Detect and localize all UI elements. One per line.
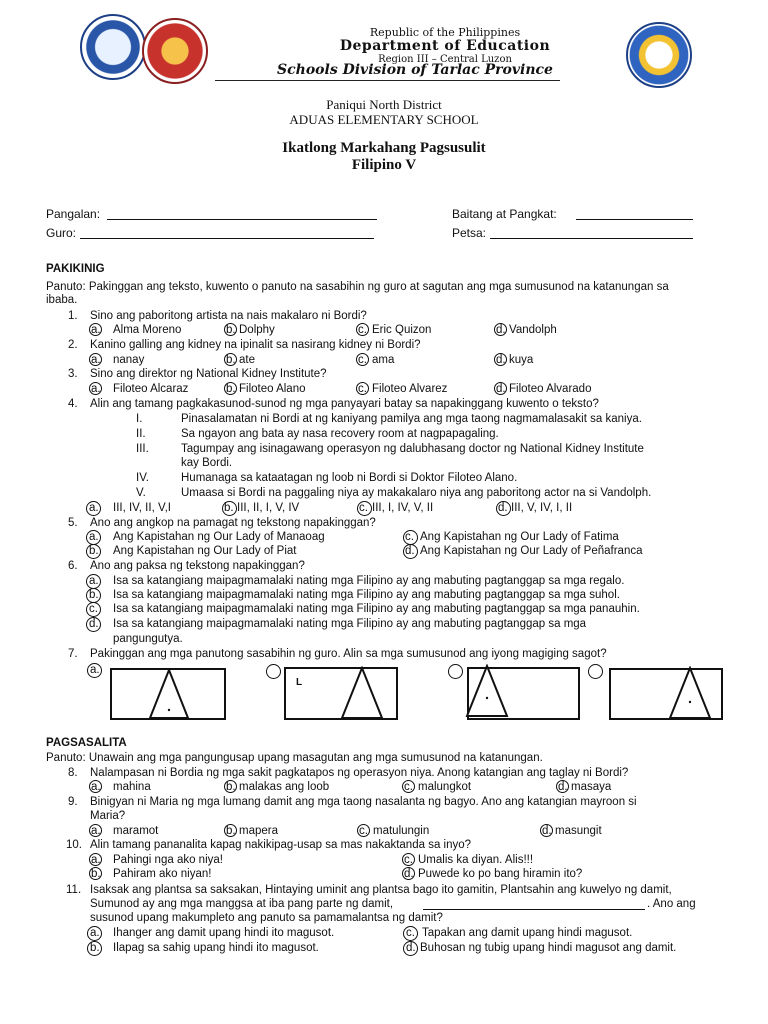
q9-b-letter: b. [226, 825, 236, 837]
q10-a-letter: a. [91, 854, 101, 866]
q1-c-letter: c. [358, 324, 367, 336]
q8-c-option: malungkot [418, 781, 472, 793]
header-division: Schools Division of Tarlac Province [277, 62, 553, 78]
q4-item-text: Humanaga sa kataatagan ng loob ni Bordi si Doktor Filoteo Alano. [181, 472, 518, 484]
q3-d-option: Filoteo Alvarado [509, 383, 592, 395]
q8-d-option: masaya [571, 781, 612, 793]
q2-b-option: ate [239, 354, 255, 366]
q6-c-letter: c. [89, 603, 98, 615]
panuto-pagsasalita: Panuto: Unawain ang mga pangungusap upang masagutan ang mga sumusunod na katanungan. [46, 752, 543, 764]
q11-number: 11. [66, 884, 82, 896]
q2-b-letter: b. [226, 354, 236, 366]
q4-item-text: Tagumpay ang isinagawang operasyon ng dalubhasang doctor ng National Kidney Institute [181, 443, 644, 455]
q1-d-letter: d. [496, 324, 506, 336]
q10-d-option: Puwede ko po bang hiramin ito? [418, 868, 583, 880]
baitang-field[interactable] [576, 219, 693, 220]
pangalan-field[interactable] [107, 219, 377, 220]
q9-c-option: matulungin [373, 825, 430, 837]
q10-number: 10. [66, 839, 82, 851]
q4-c-option: III, I, IV, V, II [372, 502, 434, 514]
q8-a-option: mahina [113, 781, 151, 793]
baitang-label: Baitang at Pangkat: [452, 207, 557, 221]
q4-item-text: Umaasa si Bordi na paggaling niya ay makakalaro niya ang paboritong actor na si Vandolph. [181, 487, 652, 499]
q3-b-letter: b. [226, 383, 236, 395]
q5-b-option: Ang Kapistahan ng Our Lady of Piat [113, 545, 297, 557]
q3-c-option: Filoteo Alvarez [372, 383, 448, 395]
header-republic: Republic of the Philippines [369, 26, 521, 39]
q2-c-option: ama [372, 354, 395, 366]
section-pagsasalita: PAGSASALITA [46, 737, 127, 749]
q3-d-letter: d. [496, 383, 506, 395]
q2-a-option: nanay [113, 354, 145, 366]
q8-d-letter: d. [558, 781, 568, 793]
q5-b-letter: b. [89, 545, 99, 557]
q10-d-letter: d. [404, 868, 414, 880]
petsa-field[interactable] [490, 238, 693, 239]
q8-a-letter: a. [91, 781, 101, 793]
q1-d-option: Vandolph [509, 324, 557, 336]
q4-text: Alin ang tamang pagkakasunod-sunod ng mga panyayari batay sa napakinggang kuwento o teksto? [90, 398, 599, 410]
q3-a-option: Filoteo Alcaraz [113, 383, 189, 395]
q11-b-option: Ilapag sa sahig upang hindi ito magusot. [113, 942, 319, 954]
q9-number: 9. [68, 796, 78, 808]
q11-text-cont: Sumunod ay ang mga manggsa at iba pang parte ng damit, [90, 898, 394, 910]
q3-a-letter: a. [91, 383, 101, 395]
q1-a-option: Alma Moreno [113, 324, 182, 336]
q7-a-triangle-icon [148, 668, 190, 720]
q11-d-option: Buhosan ng tubig upang hindi magusot ang damit. [420, 942, 677, 954]
q9-text: Binigyan ni Maria ng mga lumang damit ang mga taong nasalanta ng bagyo. Ano ang katangian mayroon si [90, 796, 637, 808]
q4-d-letter: d. [498, 502, 508, 514]
pangalan-label: Pangalan: [46, 207, 101, 221]
school-seal-icon [626, 22, 692, 88]
header-region: Region III – Central Luzon [378, 54, 512, 65]
q11-text: Isaksak ang plantsa sa saksakan, Hintaying uminit ang plantsa bago ito gamitin, Plantsahin ang kuwelyo ng damit, [90, 884, 672, 896]
q3-text: Sino ang direktor ng National Kidney Institute? [90, 368, 327, 380]
section-pakikinig: PAKIKINIG [46, 263, 105, 275]
q10-c-option: Umalis ka diyan. Alis!!! [418, 854, 534, 866]
q6-b-option: Isa sa katangiang maipagmamalaki nating mga Filipino ay ang mabuting pagtanggap sa mga suhol. [113, 589, 620, 601]
q3-b-option: Filoteo Alano [239, 383, 306, 395]
q2-d-letter: d. [496, 354, 506, 366]
q11-c-letter: c. [406, 927, 415, 939]
q8-c-letter: c. [404, 781, 413, 793]
q7-b-circle[interactable] [266, 664, 281, 679]
exam-title: Ikatlong Markahang Pagsusulit [282, 140, 486, 156]
q7-c-circle[interactable] [448, 664, 463, 679]
guro-label: Guro: [46, 226, 77, 240]
q10-a-option: Pahingi nga ako niya! [113, 854, 223, 866]
q7-c-triangle-icon [465, 664, 509, 718]
q4-c-letter: c. [359, 502, 368, 514]
q6-d-letter: d. [89, 618, 99, 630]
deped-seal-icon [80, 14, 146, 80]
q9-d-option: masungit [555, 825, 602, 837]
q7-b-triangle-icon [340, 666, 384, 720]
q5-d-option: Ang Kapistahan ng Our Lady of Peñafranca [420, 545, 643, 557]
q5-c-option: Ang Kapistahan ng Our Lady of Fatima [420, 531, 619, 543]
q4-a-option: III, IV, II, V,I [113, 502, 171, 514]
q1-number: 1. [68, 310, 78, 322]
q5-a-option: Ang Kapistahan ng Our Lady of Manaoag [113, 531, 325, 543]
q4-number: 4. [68, 398, 78, 410]
q11-a-option: Ihanger ang damit upang hindi ito magusot. [113, 927, 335, 939]
q10-b-option: Pahiram ako niyan! [113, 868, 212, 880]
q5-a-letter: a. [89, 531, 99, 543]
subject-title: Filipino V [351, 157, 417, 173]
school-name: ADUAS ELEMENTARY SCHOOL [289, 112, 479, 127]
header-divider [215, 80, 560, 81]
q7-text: Pakinggan ang mga panutong sasabihin ng guro. Alin sa mga sumusunod ang iyong magiging sagot? [90, 648, 607, 660]
q11-blank[interactable] [423, 909, 645, 910]
q6-c-option: Isa sa katangiang maipagmamalaki nating mga Filipino ay ang mabuting pagtanggap sa mga panauhin. [113, 603, 640, 615]
q4-item-text: kay Bordi. [181, 457, 233, 469]
q9-a-option: maramot [113, 825, 159, 837]
guro-field[interactable] [80, 238, 374, 239]
q4-item-roman: III. [136, 443, 149, 455]
q4-b-letter: b. [224, 502, 234, 514]
q1-c-option: Eric Quizon [372, 324, 432, 336]
q7-number: 7. [68, 648, 78, 660]
q2-text: Kanino galling ang kidney na ipinalit sa nasirang kidney ni Bordi? [90, 339, 421, 351]
q5-c-letter: c. [405, 531, 414, 543]
q11-b-letter: b. [90, 942, 100, 954]
q6-b-letter: b. [89, 589, 99, 601]
q6-a-option: Isa sa katangiang maipagmamalaki nating mga Filipino ay ang mabuting pagtanggap sa mga regalo. [113, 575, 625, 587]
q6-a-letter: a. [89, 575, 99, 587]
q11-text-cont2: . Ano ang [647, 898, 696, 910]
q9-c-letter: c. [359, 825, 368, 837]
q1-text: Sino ang paboritong artista na nais makalaro ni Bordi? [90, 310, 367, 322]
q4-item-roman: I. [136, 413, 143, 425]
q10-c-letter: c. [404, 854, 413, 866]
q11-text-cont3: susunod upang makumpleto ang panuto sa pamamalantsa ng damit? [90, 912, 443, 924]
q1-b-letter: b. [226, 324, 236, 336]
q3-c-letter: c. [358, 383, 367, 395]
q6-d-option-cont: pangungutya. [113, 633, 183, 645]
q8-b-option: malakas ang loob [239, 781, 330, 793]
panuto-pakikinig: Panuto: Pakinggan ang teksto, kuwento o panuto na sasabihin ng guro at sagutan ang mga sumusunod na katanungan sa [46, 281, 669, 293]
q4-item-roman: II. [136, 428, 146, 440]
q1-b-option: Dolphy [239, 324, 275, 336]
q5-d-letter: d. [405, 545, 415, 557]
q4-item-text: Sa ngayon ang bata ay nasa recovery room at nagpapagaling. [181, 428, 499, 440]
q2-d-option: kuya [509, 354, 534, 366]
q6-number: 6. [68, 560, 78, 572]
q9-d-letter: d. [542, 825, 552, 837]
q3-number: 3. [68, 368, 78, 380]
q4-d-option: III, V, IV, I, II [511, 502, 573, 514]
q7-d-circle[interactable] [588, 664, 603, 679]
q4-b-option: III, II, I, V, IV [237, 502, 300, 514]
q11-a-letter: a. [90, 927, 100, 939]
q11-c-option: Tapakan ang damit upang hindi magusot. [422, 927, 633, 939]
q4-item-roman: IV. [136, 472, 150, 484]
q4-item-roman: V. [136, 487, 146, 499]
q10-b-letter: b. [91, 868, 101, 880]
q8-number: 8. [68, 767, 78, 779]
q4-a-letter: a. [89, 502, 99, 514]
q6-d-option: Isa sa katangiang maipagmamalaki nating mga Filipino ay ang mabuting pagtanggap sa mga [113, 618, 587, 630]
q4-item-text: Pinasalamatan ni Bordi at ng kaniyang pamilya ang mga taong nagmamalasakit sa kaniya. [181, 413, 642, 425]
q2-a-letter: a. [91, 354, 101, 366]
q8-text: Nalampasan ni Bordia ng mga sakit pagkatapos ng operasyon niya. Anong katangian ang taglay ni Bordi? [90, 767, 629, 779]
q1-a-letter: a. [91, 324, 101, 336]
panuto-pakikinig-cont: ibaba. [46, 294, 78, 306]
q11-d-letter: d. [406, 942, 416, 954]
q5-text: Ano ang angkop na pamagat ng tekstong napakinggan? [90, 517, 376, 529]
q8-b-letter: b. [226, 781, 236, 793]
q5-number: 5. [68, 517, 78, 529]
district-name: Paniqui North District [326, 97, 442, 112]
q9-text-cont: Maria? [90, 810, 126, 822]
q10-text: Alin tamang pananalita kapag nakikipag-usap sa mas nakaktanda sa inyo? [90, 839, 472, 851]
q2-c-letter: c. [358, 354, 367, 366]
header-department: Department of Education [339, 38, 551, 54]
q7-d-triangle-icon [668, 666, 712, 720]
division-seal-icon [142, 18, 208, 84]
q7-b-l-mark: L [296, 677, 303, 688]
q2-number: 2. [68, 339, 78, 351]
q9-b-option: mapera [239, 825, 278, 837]
q9-a-letter: a. [91, 825, 101, 837]
petsa-label: Petsa: [452, 226, 487, 240]
q6-text: Ano ang paksa ng tekstong napakinggan? [90, 560, 305, 572]
q7-a-letter: a. [90, 664, 100, 676]
